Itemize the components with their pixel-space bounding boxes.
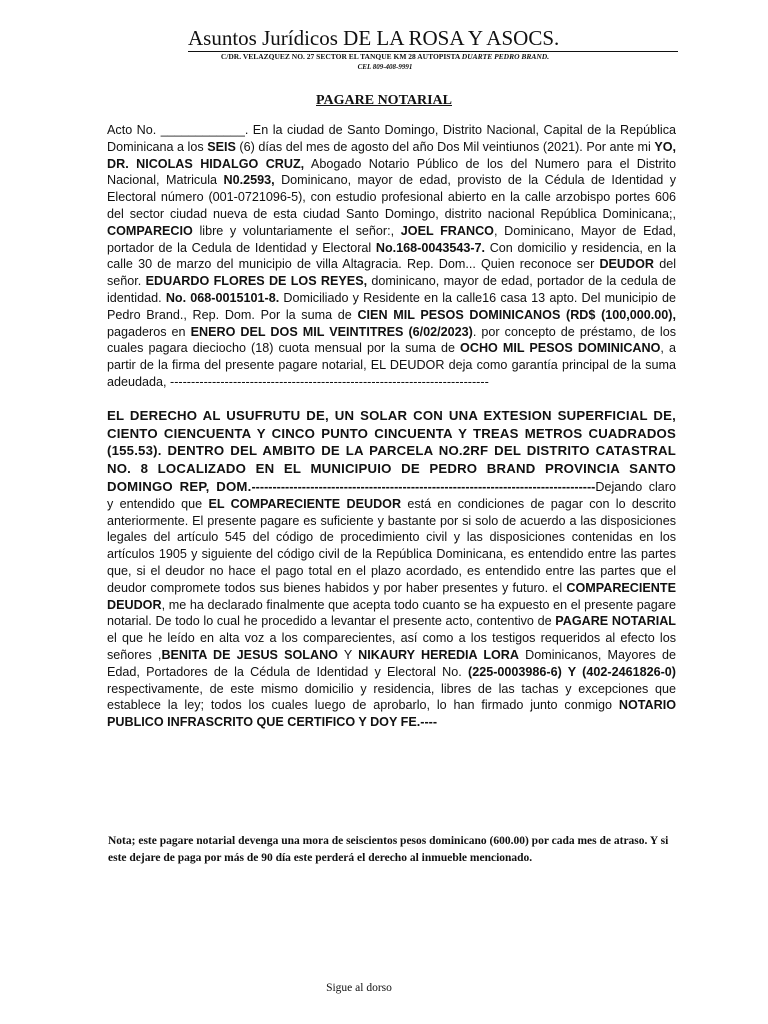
bold-segment: DEUDOR (599, 257, 655, 272)
notary-certification: NOTARIO PUBLICO INFRASCRITO QUE CERTIFICO Y DOY FE.---- (107, 698, 676, 730)
text-segment: pagaderos en (107, 324, 191, 339)
document-title-text: PAGARE NOTARIAL (316, 93, 452, 108)
witness-name-1: BENITA DE JESUS SOLANO (161, 647, 338, 662)
collateral-description: EL DERECHO AL USUFRUTU DE, UN SOLAR CON UNA EXTESION SUPERFICIAL DE, CIENTO CIENCUENTA Y CINCO PUNTO CINCUENTA Y TREAS METROS CUADRADOS (155.53). DENTRO DEL AMBITO DE LA PARCELA NO.2RF DEL DISTRITO CATASTRAL NO. 8 LOCALIZADO EN EL MUNICIPUIO DE PEDRO BRAND PROVINCIA SANTO DOMINGO REP, DOM. (107, 407, 676, 494)
text-segment: , me ha declarado finalmente que acepta todo cuanto se ha expuesto en el presente pagare notarial. De todo lo cual he procedido a levantar el presente acto, contentivo de (107, 597, 676, 629)
debtor-name: JOEL FRANCO (400, 223, 494, 238)
witness-ids: (225-0003986-6) Y (402-2461826-0) (468, 664, 676, 679)
late-fee-note: Nota; este pagare notarial devenga una mora de seiscientos pesos dominicano (600.00) por cada mes de atraso. Y si este dejare de paga por más de 90 día este perderá el derecho al inmueble mencionado. (108, 835, 669, 864)
notary-name: YO, DR. NICOLAS HIDALGO CRUZ, (107, 139, 677, 171)
text-segment: libre y voluntariamente el señor:, (192, 223, 401, 238)
firm-name: Asuntos Jurídicos DE LA ROSA Y ASOCS. (188, 26, 678, 52)
text-segment: , Dominicano, Mayor de Edad, portador de la Cedula de Identidad y Electoral (107, 223, 676, 255)
paragraph-collateral (107, 407, 676, 731)
debtor-id: No.168-0043543-7. (375, 240, 486, 255)
text-segment: Acto No. ____________. En la ciudad de Santo Domingo, Distrito Nacional, Capital de la República Dominicana a los (107, 123, 676, 154)
text-segment: Domiciliado y Residente en la calle16 casa 13 apto. Del municipio de Pedro Brand., Rep. Dom. Por la suma de (107, 290, 676, 322)
text-segment: Y (337, 647, 359, 662)
text-segment: respectivamente, de este mismo domicilio y residencia, libres de las tachas y excepciones que establece la ley; todos los cuales luego de aprobarlo, lo han firmado junto conmigo (107, 681, 676, 713)
firm-address (150, 52, 620, 62)
installment-amount: OCHO MIL PESOS DOMINICANO (460, 341, 661, 356)
firm-address-city: DUARTE PEDRO BRAND. (461, 52, 550, 61)
text-segment: Con domicilio y residencia, en la calle 30 de marzo del municipio de villa Altagracia. Rep. Dom... Quien reconoce ser (107, 240, 676, 272)
text-segment: del señor. (107, 257, 676, 289)
bold-segment: COMPARECIENTE DEUDOR (107, 580, 676, 612)
firm-address-main: C/DR. VELAZQUEZ NO. 27 SECTOR EL TANQUE KM 28 AUTOPISTA (220, 52, 460, 61)
text-segment: , a partir de la firma del presente pagare notarial, EL DEUDOR deja como garantía principal de la suma adeudada, (107, 341, 676, 389)
bold-segment: PAGARE NOTARIAL (555, 614, 676, 629)
firm-phone: CEL 809-408-9991 (357, 63, 413, 71)
document-body (107, 122, 676, 731)
document-title (0, 92, 768, 110)
page-footer: Sigue al dorso (326, 982, 392, 994)
paragraph-spacer (107, 391, 676, 407)
text-segment: está en condiciones de pagar con lo descrito anteriormente. El presente pagare es suficiente y bastante por si solo de acuerdo a las disposiciones legales del artículo 545 del código de procedimiento civil y las disposiciones contenidas en los artículos 1905 y siguiente del código civil de la República Dominicana, es entendido entre las partes que, si el deudor no hace el pago total en el plazo acordado, es entendido entre las partes que el deudor compromete todos sus bienes habidos y por haber presentes y futuro. el (107, 496, 676, 595)
bold-segment: COMPARECIO (107, 223, 193, 238)
dash-filler: ---------------------------------------------------------------------------- (170, 374, 489, 389)
text-segment: (6) días del mes de agosto del año Dos Mil veintiunos (2021). Por ante mi (235, 139, 655, 154)
due-date: ENERO DEL DOS MIL VEINTITRES (6/02/2023) (190, 324, 473, 339)
paragraph-act (107, 122, 676, 391)
bold-segment: SEIS (207, 139, 236, 154)
text-segment: Abogado Notario Público de los del Numero para el Distrito Nacional, Matricula (107, 156, 676, 188)
creditor-id: No. 068-0015101-8. (165, 290, 280, 305)
loan-amount: CIEN MIL PESOS DOMINICANOS (RD$ (100,000.00), (357, 307, 676, 322)
text-segment: el que he leído en alta voz a los comparecientes, así como a los testigos requeridos al efecto los señores , (107, 631, 676, 662)
text-segment: dominicano, mayor de edad, portador de la cedula de identidad. (107, 274, 676, 305)
text-segment: Dejando claro y entendido que (107, 479, 676, 511)
creditor-name: EDUARDO FLORES DE LOS REYES, (145, 274, 368, 289)
text-segment: Dominicanos, Mayores de Edad, Portadores de la Cédula de Identidad y Electoral No. (107, 647, 676, 679)
text-segment: Dominicano, mayor de edad, provisto de la Cédula de Identidad y Electoral número (001-0721096-5), con estudio profesional abierto en la calle arzobispo portes 606 del sector ciudad nueva de esta ciudad Santo Domingo, distrito nacional República Dominicana;, (107, 173, 676, 221)
bold-segment: EL COMPARECIENTE DEUDOR (208, 496, 402, 511)
bold-segment: N0.2593, (223, 173, 275, 188)
text-segment: . por concepto de préstamo, de los cuales pagara dieciocho (18) cuota mensual por la suma de (107, 324, 677, 356)
dash-filler: ---------------------------------------------------------------------------------- (251, 479, 596, 494)
witness-name-2: NIKAURY HEREDIA LORA (358, 647, 519, 662)
